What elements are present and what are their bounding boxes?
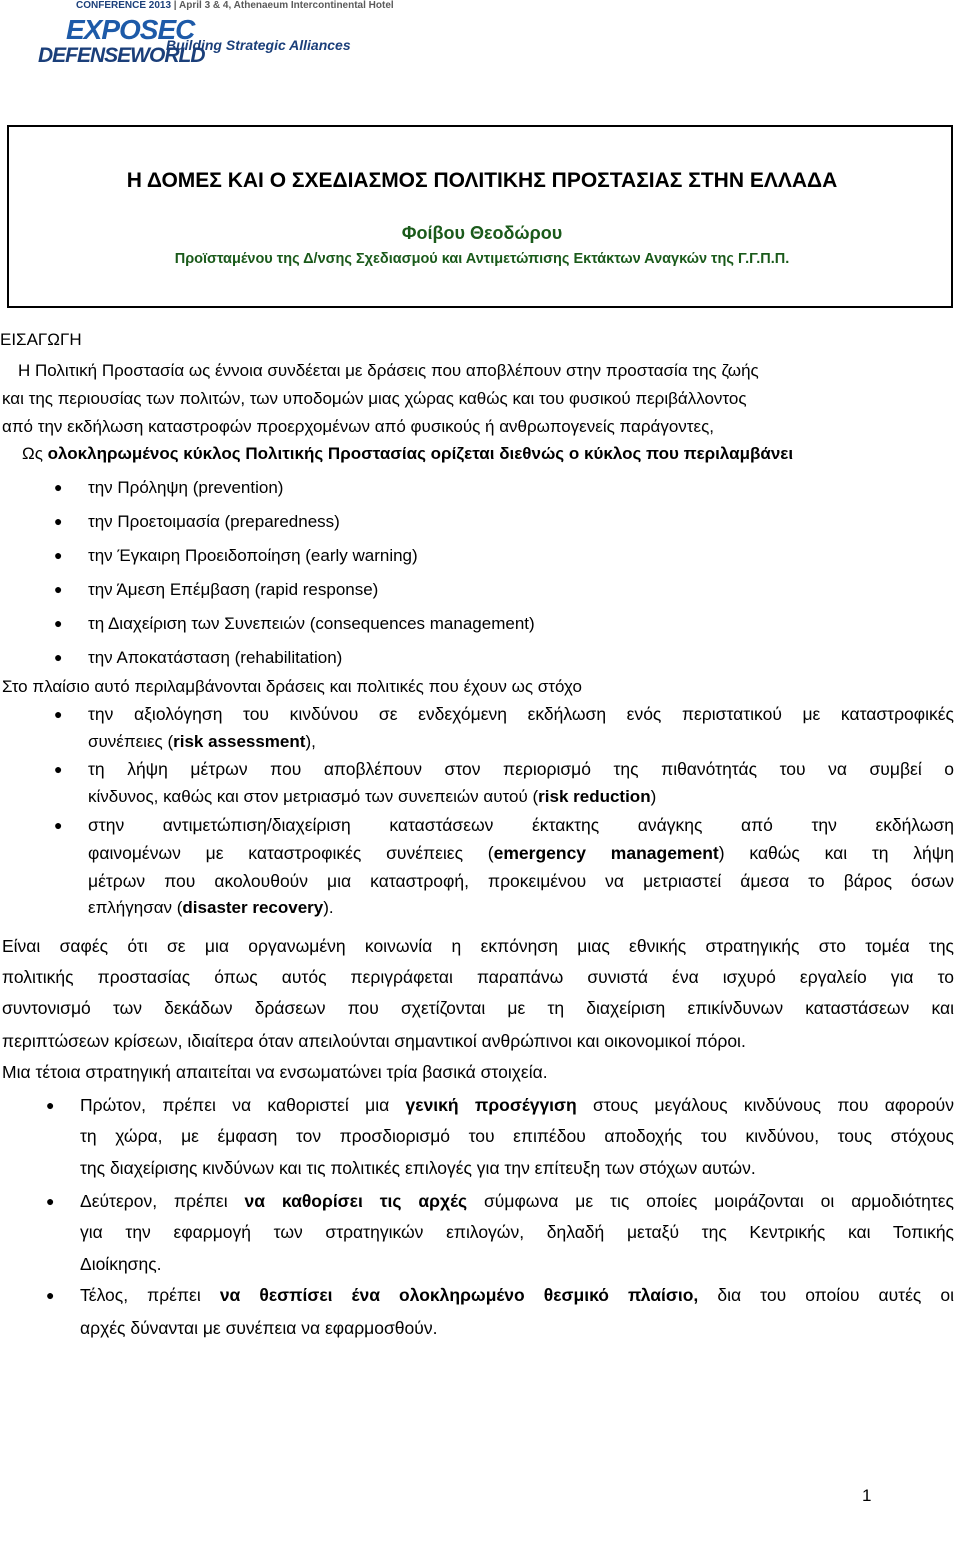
strategy-item: Πρώτον, πρέπει να καθοριστεί μια γενική προσέγγιση στους μεγάλους κινδύνους που αφορούν [80, 1095, 954, 1115]
bullet-icon: ● [54, 649, 63, 665]
goal-line: συνέπειες (risk assessment), [88, 732, 316, 751]
goal-line: επλήγησαν (disaster recovery). [88, 898, 334, 917]
cycle-item: τη Διαχείριση των Συνεπειών (consequences management) [88, 614, 535, 633]
cycle-item: την Πρόληψη (prevention) [88, 478, 284, 497]
cycle-item: την Αποκατάσταση (rehabilitation) [88, 648, 343, 667]
bullet-icon: ● [46, 1287, 55, 1303]
strategy-item: Τέλος, πρέπει να θεσπίσει ένα ολοκληρωμένο θεσμικό πλαίσιο, δια του οποίου αυτές οι [80, 1285, 955, 1305]
bullet-icon: ● [54, 817, 63, 833]
bullet-icon: ● [54, 479, 63, 495]
goal-line: μέτρων που ακολουθούν μια καταστροφή, προκειμένου να μετριαστεί άμεσα το βάρος όσων [88, 871, 954, 891]
cycle-item: την Προετοιμασία (preparedness) [88, 512, 340, 531]
goal-line: τη λήψη μέτρων που αποβλέπουν στον περιορισμό της πιθανότητάς του να συμβεί ο [88, 759, 954, 779]
bullet-icon: ● [54, 581, 63, 597]
goal-line: φαινομένων με καταστροφικές συνέπειες (emergency management) καθώς και τη λήψη [88, 843, 954, 863]
bullet-icon: ● [46, 1193, 55, 1209]
bullet-icon: ● [54, 615, 63, 631]
strategy-item: της διαχείρισης κινδύνων και τις πολιτικές επιλογές για την επίτευξη των στόχων αυτών. [80, 1158, 756, 1178]
page-number: 1 [862, 1486, 872, 1505]
strategy-line: περιπτώσεων κρίσεων, ιδιαίτερα όταν απειλούνται σημαντικοί ανθρώπινοι και οικονομικοί πόροι. [2, 1031, 746, 1051]
title-box [7, 125, 953, 308]
bullet-icon: ● [46, 1097, 55, 1113]
bullet-icon: ● [54, 761, 63, 777]
strategy-item: τη χώρα, με έμφαση τον προσδιορισμό του επιπέδου αποδοχής του κινδύνου, τους στόχους [80, 1126, 954, 1146]
defenseworld-logo: DEFENSEWORLD [38, 44, 205, 67]
intro-line: Η Πολιτική Προστασία ως έννοια συνδέεται με δράσεις που αποβλέπουν στην προστασία της ζωής [18, 361, 759, 380]
conference-label: CONFERENCE 2013 | April 3 & 4, Athenaeum Intercontinental Hotel [76, 0, 394, 11]
strategy-item: Δεύτερον, πρέπει να καθορίσει τις αρχές σύμφωνα με τις οποίες μοιράζονται οι αρμοδιότητες [80, 1191, 954, 1211]
strategy-line: Είναι σαφές ότι σε μια οργανωμένη κοινωνία η εκπόνηση μιας εθνικής στρατηγικής στο τομέα της [2, 936, 954, 956]
goal-line: στην αντιμετώπιση/διαχείριση καταστάσεων έκτακτης ανάγκης από την εκδήλωση [88, 815, 954, 835]
logo-tagline: Building Strategic Alliances [166, 37, 351, 53]
strategy-line: συντονισμό των δεκάδων δράσεων που σχετίζονται με τη διαχείριση επικίνδυνων καταστάσεων και [2, 998, 954, 1018]
conference-logo [36, 0, 394, 72]
intro-line: από την εκδήλωση καταστροφών προερχομένων από φυσικούς ή ανθρωπογενείς παράγοντες, [2, 417, 714, 436]
cycle-item: την Έγκαιρη Προειδοποίηση (early warning) [88, 546, 418, 565]
exposec-logo: EXPOSEC [66, 14, 195, 45]
section-heading: ΕΙΣΑΓΩΓΗ [0, 330, 82, 349]
document-title: Η ΔΟΜΕΣ ΚΑΙ Ο ΣΧΕΔΙΑΣΜΟΣ ΠΟΛΙΤΙΚΗΣ ΠΡΟΣΤΑΣΙΑΣ ΣΤΗΝ ΕΛΛΑΔΑ [126, 169, 838, 192]
context-line: Στο πλαίσιο αυτό περιλαμβάνονται δράσεις και πολιτικές που έχουν ως στόχο [2, 677, 582, 696]
author-role: Προϊσταμένου της Δ/νσης Σχεδιασμού και Αντιμετώπισης Εκτάκτων Αναγκών της Γ.Γ.Π.Π. [174, 251, 790, 267]
goal-line: την αξιολόγηση του κινδύνου σε ενδεχόμενη εκδήλωση ενός περιστατικού με καταστροφικές [88, 704, 954, 724]
strategy-line: Μια τέτοια στρατηγική απαιτείται να ενσωματώνει τρία βασικά στοιχεία. [2, 1062, 548, 1082]
strategy-item: Διοίκησης. [80, 1254, 162, 1274]
bullet-icon: ● [54, 547, 63, 563]
intro-line: και της περιουσίας των πολιτών, των υποδομών μιας χώρας καθώς και του φυσικού περιβάλλοντος [2, 389, 747, 408]
cycle-definition: Ως ολοκληρωμένος κύκλος Πολιτικής Προστασίας ορίζεται διεθνώς ο κύκλος που περιλαμβάνει [22, 444, 794, 463]
strategy-item: για την εφαρμογή των στρατηγικών επιλογών, δηλαδή μεταξύ της Κεντρικής και Τοπικής [80, 1222, 954, 1242]
strategy-line: πολιτικής προστασίας όπως αυτός περιγράφεται παραπάνω συνιστά ένα ισχυρό εργαλείο για το [2, 967, 954, 987]
strategy-item: αρχές δύνανται με συνέπεια να εφαρμοσθούν. [80, 1318, 438, 1338]
bullet-icon: ● [54, 513, 63, 529]
author-name: Φοίβου Θεοδώρου [401, 223, 563, 243]
goal-line: κίνδυνος, καθώς και στον μετριασμό των συνεπειών αυτού (risk reduction) [88, 787, 657, 806]
bullet-icon: ● [54, 706, 63, 722]
cycle-item: την Άμεση Επέμβαση (rapid response) [88, 580, 379, 599]
